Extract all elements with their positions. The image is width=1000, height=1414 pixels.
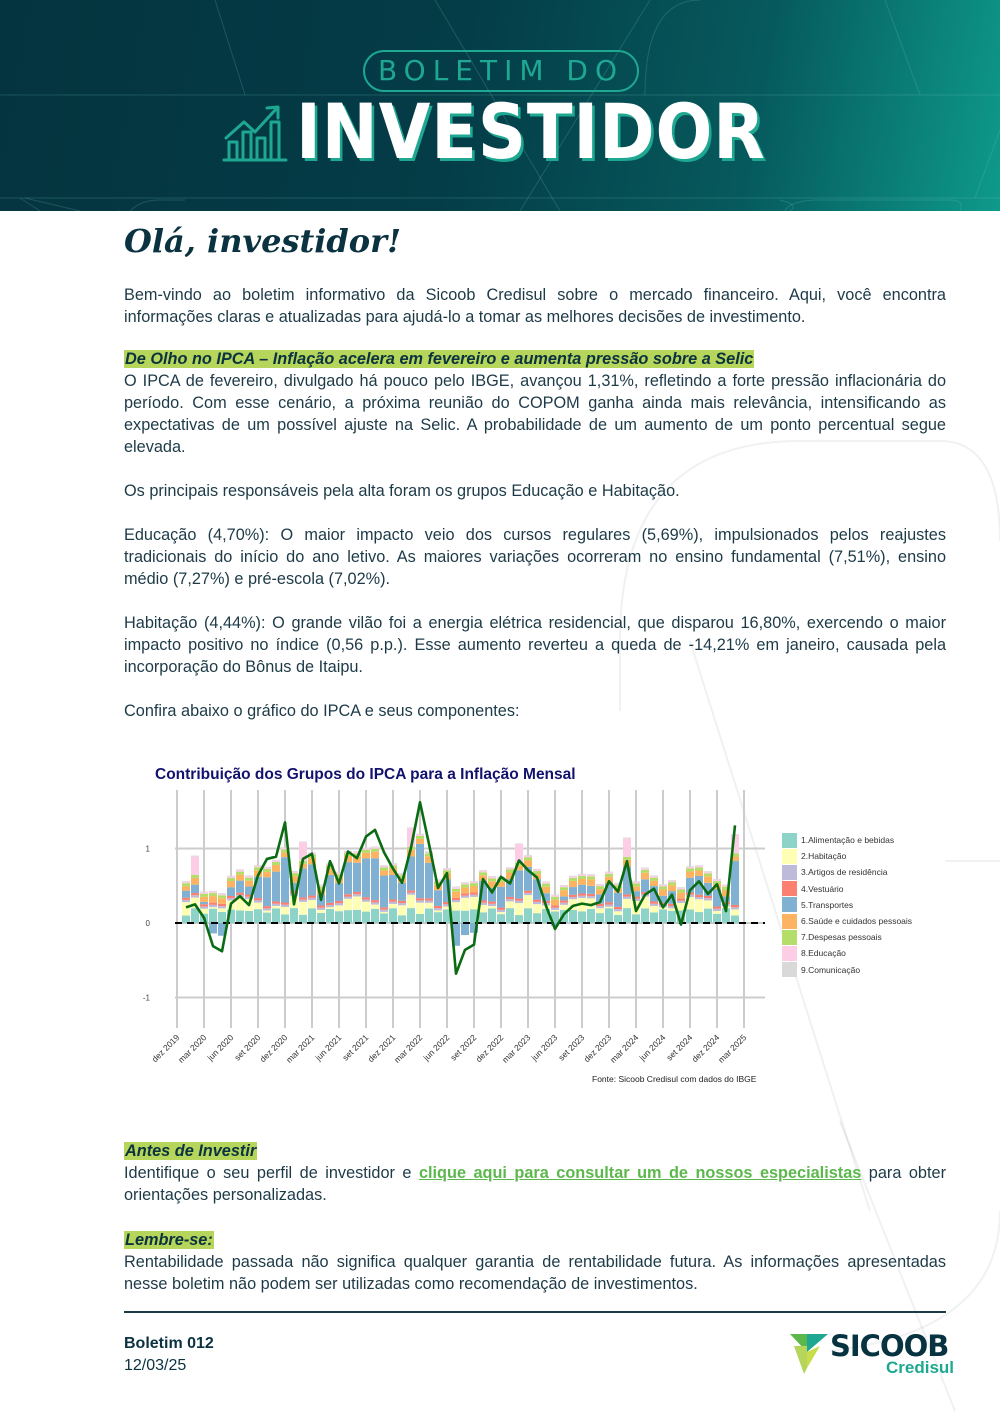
- sicoob-logo-icon: [790, 1332, 830, 1376]
- legend-swatch: [782, 865, 797, 880]
- svg-text:mar 2020: mar 2020: [175, 1032, 209, 1065]
- svg-text:dez 2019: dez 2019: [149, 1032, 182, 1065]
- legend-label: 7.Despesas pessoais: [801, 932, 882, 943]
- svg-text:dez 2023: dez 2023: [581, 1032, 614, 1065]
- svg-text:dez 2022: dez 2022: [473, 1032, 506, 1065]
- legend-swatch: [782, 962, 797, 977]
- svg-text:mar 2022: mar 2022: [391, 1032, 425, 1065]
- legend-swatch: [782, 849, 797, 864]
- chart-plot: [140, 760, 780, 1090]
- legend-swatch: [782, 881, 797, 896]
- ipca-chart: [140, 760, 780, 1090]
- ipca-section: [124, 348, 946, 722]
- svg-text:set 2023: set 2023: [556, 1032, 587, 1063]
- legend-item: [782, 929, 942, 945]
- sicoob-credisul: Credisul: [886, 1358, 955, 1377]
- legend-swatch: [782, 897, 797, 912]
- svg-text:set 2021: set 2021: [340, 1032, 371, 1063]
- legend-swatch: [782, 946, 797, 961]
- greeting-heading: Olá, investidor!: [124, 222, 401, 260]
- svg-text:jun 2022: jun 2022: [421, 1032, 452, 1063]
- svg-text:set 2024: set 2024: [664, 1032, 695, 1063]
- svg-text:dez 2021: dez 2021: [365, 1032, 398, 1065]
- header-title: INVESTIDOR: [296, 87, 766, 176]
- svg-text:set 2020: set 2020: [232, 1032, 263, 1063]
- legend-item: [782, 913, 942, 929]
- chart-title: Contribuição dos Grupos do IPCA para a Inflação Mensal: [155, 766, 576, 783]
- footer-divider: [124, 1311, 946, 1313]
- legend-label: 5.Transportes: [801, 899, 854, 910]
- antes-text-after: para obter orientações personalizadas.: [124, 1164, 946, 1204]
- consult-specialist-link[interactable]: clique aqui para consultar um de nossos especialistas: [418, 1164, 862, 1182]
- lembre-section: [124, 1229, 946, 1295]
- svg-text:jun 2020: jun 2020: [205, 1032, 236, 1063]
- legend-label: 3.Artigos de residência: [801, 867, 888, 878]
- legend-label: 9.Comunicação: [801, 964, 861, 975]
- svg-text:mar 2025: mar 2025: [715, 1032, 749, 1065]
- chart-legend: [782, 832, 942, 978]
- legend-label: 6.Saúde e cuidados pessoais: [801, 916, 913, 927]
- ipca-paragraph-chart-intro: Confira abaixo o gráfico do IPCA e seus componentes:: [124, 702, 520, 720]
- svg-text:dez 2020: dez 2020: [257, 1032, 290, 1065]
- legend-label: 4.Vestuário: [801, 883, 844, 894]
- legend-swatch: [782, 914, 797, 929]
- ipca-paragraph-1: O IPCA de fevereiro, divulgado há pouco pelo IBGE, avançou 1,31%, refletindo a forte pressão inflacionária do período. Com esse cenário, a próxima reunião do COPOM ganha ainda mais relevância, intensificando as expectativas de um possível ajuste na Selic. A probabilidade de um aumento de um ponto percentual segue elevada.: [124, 372, 946, 456]
- legend-item: [782, 864, 942, 880]
- growth-chart-icon: [222, 102, 288, 164]
- svg-text:0: 0: [145, 919, 150, 928]
- legend-item: [782, 881, 942, 897]
- chart-source: Fonte: Sicoob Credisul com dados do IBGE: [592, 1074, 757, 1084]
- svg-text:jun 2023: jun 2023: [529, 1032, 560, 1063]
- antes-section: [124, 1140, 946, 1206]
- svg-text:dez 2024: dez 2024: [689, 1032, 722, 1065]
- legend-item: [782, 897, 942, 913]
- legend-item: [782, 945, 942, 961]
- header-pill: BOLETIM DO: [363, 50, 639, 92]
- svg-text:mar 2023: mar 2023: [499, 1032, 533, 1065]
- legend-label: 2.Habitação: [801, 851, 847, 862]
- svg-text:set 2022: set 2022: [448, 1032, 479, 1063]
- boletim-date: 12/03/25: [124, 1357, 187, 1374]
- antes-heading: Antes de Investir: [125, 1142, 257, 1160]
- ipca-paragraph-educacao: Educação (4,70%): O maior impacto veio dos cursos regulares (5,69%), impulsionados pelos reajustes tradicionais do início do ano letivo. As maiores variações ocorreram no ensino fundamental (7,51%), ensino médio (7,27%) e pré-escola (7,02%).: [124, 526, 946, 588]
- legend-item: [782, 848, 942, 864]
- intro-section: [124, 284, 946, 328]
- ipca-heading: De Olho no IPCA – Inflação acelera em fevereiro e aumenta pressão sobre a Selic: [125, 350, 754, 368]
- ipca-paragraph-habitacao: Habitação (4,44%): O grande vilão foi a energia elétrica residencial, que disparou 16,80%, exercendo o maior impacto positivo no índice (0,56 p.p.). Esse aumento reverteu a queda de -14,21% em janeiro, causada pela incorporação do Bônus de Itaipu.: [124, 614, 946, 676]
- intro-text: Bem-vindo ao boletim informativo da Sicoob Credisul sobre o mercado financeiro. Aqui, você encontra informações claras e atualizadas para ajudá-lo a tomar as melhores decisões de investimento.: [124, 286, 946, 326]
- legend-item: [782, 962, 942, 978]
- boletim-number: Boletim 012: [124, 1335, 214, 1352]
- antes-text-before: Identifique o seu perfil de investidor e: [124, 1164, 419, 1182]
- footer-info: [124, 1333, 214, 1377]
- ipca-paragraph-2: Os principais responsáveis pela alta foram os grupos Educação e Habitação.: [124, 482, 680, 500]
- legend-item: [782, 832, 942, 848]
- svg-text:1: 1: [145, 844, 150, 854]
- sicoob-wordmark: SICOOB: [830, 1329, 949, 1363]
- header-banner: [0, 0, 1000, 211]
- svg-text:-1: -1: [142, 993, 150, 1003]
- lembre-text: Rentabilidade passada não significa qualquer garantia de rentabilidade futura. As informações apresentadas nesse boletim não podem ser utilizadas como recomendação de investimentos.: [124, 1253, 946, 1293]
- svg-text:mar 2021: mar 2021: [283, 1032, 317, 1065]
- lembre-heading: Lembre-se:: [125, 1231, 213, 1249]
- legend-swatch: [782, 930, 797, 945]
- svg-text:jun 2021: jun 2021: [313, 1032, 344, 1063]
- legend-label: 1.Alimentação e bebidas: [801, 835, 895, 846]
- sicoob-logo: [790, 1329, 955, 1381]
- legend-swatch: [782, 833, 797, 848]
- svg-text:mar 2024: mar 2024: [607, 1032, 641, 1065]
- legend-label: 8.Educação: [801, 948, 846, 959]
- svg-text:jun 2024: jun 2024: [637, 1032, 668, 1063]
